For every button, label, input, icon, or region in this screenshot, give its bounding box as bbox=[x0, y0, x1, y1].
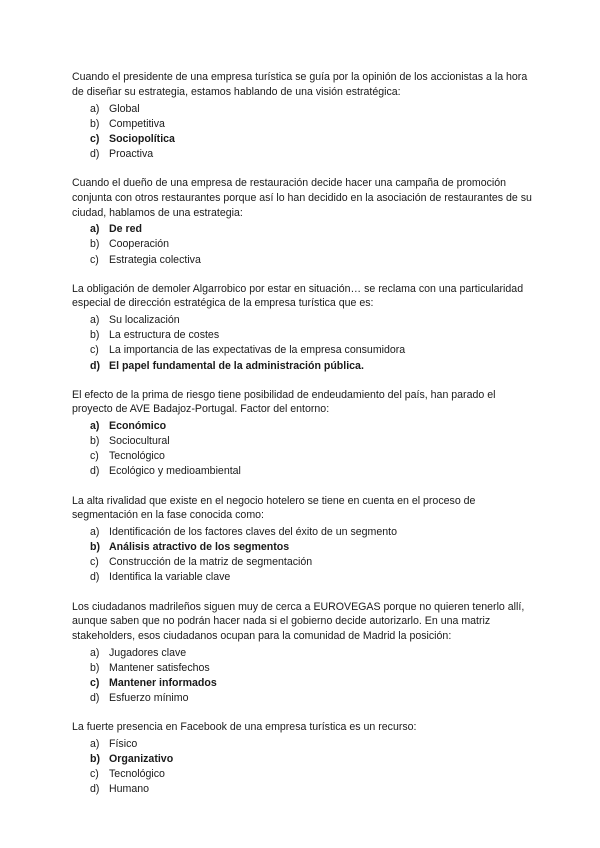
option-text: Sociocultural bbox=[109, 435, 170, 448]
option-d bbox=[72, 570, 532, 585]
question-1 bbox=[72, 70, 532, 162]
question-text: Cuando el dueño de una empresa de restauración decide hacer una campaña de promoción conjunta con otros restaurantes porque así lo han decidido en la asociación de restaurantes de su ciudad, hablamos de una estrategia: bbox=[72, 176, 532, 219]
option-list bbox=[72, 646, 532, 706]
option-letter: a) bbox=[90, 102, 100, 115]
option-text: Mantener informados bbox=[109, 677, 217, 690]
option-letter: d) bbox=[90, 783, 100, 796]
option-letter: d) bbox=[90, 571, 100, 584]
option-text: La importancia de las expectativas de la empresa consumidora bbox=[109, 344, 406, 357]
option-c bbox=[72, 343, 532, 358]
option-text: Organizativo bbox=[109, 753, 174, 766]
option-a-correct bbox=[72, 419, 532, 434]
option-letter: d) bbox=[90, 465, 100, 478]
option-list bbox=[72, 222, 532, 267]
option-a bbox=[72, 313, 532, 328]
option-d-correct bbox=[72, 359, 532, 374]
option-c bbox=[72, 449, 532, 464]
option-text: Ecológico y medioambiental bbox=[109, 465, 241, 478]
option-c bbox=[72, 767, 532, 782]
option-c-correct bbox=[72, 676, 532, 691]
option-letter: c) bbox=[90, 556, 99, 569]
option-c-correct bbox=[72, 132, 532, 147]
question-text: La alta rivalidad que existe en el negocio hotelero se tiene en cuenta en el proceso de segmentación en la fase conocida como: bbox=[72, 494, 476, 522]
option-c bbox=[72, 555, 532, 570]
option-letter: a) bbox=[90, 420, 100, 433]
option-text: Mantener satisfechos bbox=[109, 662, 210, 675]
option-b bbox=[72, 117, 532, 132]
option-text: Estrategia colectiva bbox=[109, 253, 201, 266]
option-b bbox=[72, 434, 532, 449]
option-list bbox=[72, 313, 532, 373]
option-text: Identifica la variable clave bbox=[109, 571, 231, 584]
option-d bbox=[72, 464, 532, 479]
option-letter: a) bbox=[90, 314, 100, 327]
option-b bbox=[72, 661, 532, 676]
option-letter: a) bbox=[90, 223, 100, 236]
option-text: Competitiva bbox=[109, 117, 165, 130]
question-6 bbox=[72, 600, 532, 707]
option-text: Humano bbox=[109, 783, 150, 796]
option-list bbox=[72, 737, 532, 797]
option-letter: d) bbox=[90, 359, 100, 372]
option-text: Análisis atractivo de los segmentos bbox=[109, 541, 290, 554]
option-text: El papel fundamental de la administración pública. bbox=[109, 359, 364, 372]
option-letter: b) bbox=[90, 662, 100, 675]
option-text: Identificación de los factores claves del éxito de un segmento bbox=[109, 526, 397, 539]
option-text: De red bbox=[109, 223, 142, 236]
question-3 bbox=[72, 282, 532, 374]
option-letter: d) bbox=[90, 147, 100, 160]
option-letter: a) bbox=[90, 646, 100, 659]
option-letter: d) bbox=[90, 692, 100, 705]
option-letter: b) bbox=[90, 117, 100, 130]
option-letter: c) bbox=[90, 253, 99, 266]
question-7 bbox=[72, 720, 532, 797]
option-d bbox=[72, 691, 532, 706]
option-text: Esfuerzo mínimo bbox=[109, 692, 189, 705]
option-a bbox=[72, 525, 532, 540]
option-list bbox=[72, 102, 532, 162]
question-text: Cuando el presidente de una empresa turística se guía por la opinión de los accionistas a la hora de diseñar su estrategia, estamos hablando de una visión estratégica: bbox=[72, 71, 528, 98]
option-a bbox=[72, 102, 532, 117]
document-page bbox=[72, 70, 532, 811]
option-text: Construcción de la matriz de segmentación bbox=[109, 556, 313, 569]
question-text: La fuerte presencia en Facebook de una empresa turística es un recurso: bbox=[72, 721, 417, 734]
option-letter: c) bbox=[90, 132, 100, 145]
option-b bbox=[72, 328, 532, 343]
option-letter: c) bbox=[90, 768, 99, 781]
question-2 bbox=[72, 176, 532, 268]
option-text: Tecnológico bbox=[109, 768, 165, 781]
question-4 bbox=[72, 388, 532, 480]
option-a bbox=[72, 737, 532, 752]
option-text: Sociopolítica bbox=[109, 132, 175, 145]
option-list bbox=[72, 525, 532, 585]
option-list bbox=[72, 419, 532, 479]
question-text: Los ciudadanos madrileños siguen muy de cerca a EUROVEGAS porque no quieren tenerlo allí, aunque saben que no podrán hacer nada si el gobierno decide autorizarlo. En una matriz stakeholders, esos ciudadanos ocupan para la comunidad de Madrid la posición: bbox=[72, 600, 525, 643]
question-text: El efecto de la prima de riesgo tiene posibilidad de endeudamiento del país, han parado el proyecto de AVE Badajoz-Portugal. Factor del entorno: bbox=[72, 388, 496, 416]
option-text: Físico bbox=[109, 738, 138, 751]
option-text: Económico bbox=[109, 420, 167, 433]
option-a-correct bbox=[72, 222, 532, 237]
option-letter: c) bbox=[90, 344, 99, 357]
option-letter: a) bbox=[90, 738, 100, 751]
option-d bbox=[72, 782, 532, 797]
option-b-correct bbox=[72, 752, 532, 767]
question-text: La obligación de demoler Algarrobico por estar en situación… se reclama con una particularidad especial de dirección estratégica de la empresa turística que es: bbox=[72, 282, 524, 310]
option-c bbox=[72, 253, 532, 268]
option-a bbox=[72, 646, 532, 661]
option-letter: c) bbox=[90, 677, 100, 690]
option-letter: b) bbox=[90, 238, 100, 251]
option-letter: b) bbox=[90, 541, 100, 554]
option-letter: b) bbox=[90, 435, 100, 448]
option-b bbox=[72, 237, 532, 252]
option-letter: b) bbox=[90, 329, 100, 342]
option-text: Su localización bbox=[109, 314, 180, 327]
option-text: Jugadores clave bbox=[109, 646, 187, 659]
option-text: Cooperación bbox=[109, 238, 170, 251]
option-text: Tecnológico bbox=[109, 450, 165, 463]
option-letter: a) bbox=[90, 526, 100, 539]
option-text: La estructura de costes bbox=[109, 329, 220, 342]
question-5 bbox=[72, 494, 532, 586]
option-text: Proactiva bbox=[109, 147, 154, 160]
option-d bbox=[72, 147, 532, 162]
option-text: Global bbox=[109, 102, 140, 115]
option-b-correct bbox=[72, 540, 532, 555]
option-letter: c) bbox=[90, 450, 99, 463]
option-letter: b) bbox=[90, 753, 100, 766]
